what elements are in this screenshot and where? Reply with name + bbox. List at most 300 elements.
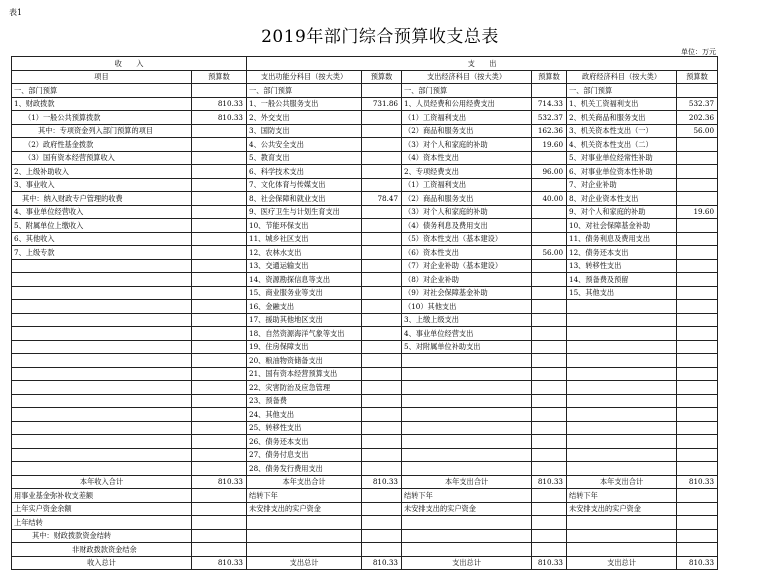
cell-economic-item: 1、人员经费和公用经费支出 xyxy=(402,97,532,111)
cell-income-item: 3、事业收入 xyxy=(12,178,192,192)
cell-gov-amount xyxy=(677,232,718,246)
cell-function-item: 5、教育支出 xyxy=(247,151,362,165)
table-row xyxy=(12,475,718,489)
cell-function-item: 6、科学技术支出 xyxy=(247,165,362,179)
cell-function-item: 8、社会保障和就业支出 xyxy=(247,192,362,206)
cell-economic-amount xyxy=(532,381,567,395)
cell-income-item: 7、上级专款 xyxy=(12,246,192,260)
cell-gov-amount xyxy=(677,327,718,341)
table-row xyxy=(12,124,718,138)
table-row xyxy=(12,165,718,179)
cell-economic-amount: 40.00 xyxy=(532,192,567,206)
cell-function-amount xyxy=(362,543,402,557)
cell-economic-amount xyxy=(532,232,567,246)
cell-gov-amount xyxy=(677,165,718,179)
cell-economic-item xyxy=(402,421,532,435)
table-row xyxy=(12,313,718,327)
cell-economic-amount xyxy=(532,84,567,98)
cell-function-amount xyxy=(362,489,402,503)
cell-income-item xyxy=(12,273,192,287)
cell-gov-item xyxy=(567,327,677,341)
cell-economic-amount xyxy=(532,219,567,233)
cell-gov-amount xyxy=(677,367,718,381)
cell-gov-item: 12、债务还本支出 xyxy=(567,246,677,260)
cell-income-item xyxy=(12,259,192,273)
group-header-row xyxy=(12,57,718,71)
cell-gov-amount xyxy=(677,502,718,516)
cell-income-item xyxy=(12,394,192,408)
cell-economic-amount xyxy=(532,394,567,408)
cell-function-item: 18、自然资源海洋气象等支出 xyxy=(247,327,362,341)
cell-gov-item xyxy=(567,448,677,462)
table-row xyxy=(12,516,718,530)
cell-income-item xyxy=(12,300,192,314)
cell-gov-item xyxy=(567,408,677,422)
cell-function-item: 27、债务付息支出 xyxy=(247,448,362,462)
cell-gov-item: 15、其他支出 xyxy=(567,286,677,300)
cell-income-amount xyxy=(192,165,247,179)
cell-economic-item: （4）债务利息及费用支出 xyxy=(402,219,532,233)
cell-gov-item: 4、机关资本性支出（二） xyxy=(567,138,677,152)
cell-income-amount xyxy=(192,543,247,557)
cell-income-item xyxy=(12,421,192,435)
cell-function-amount xyxy=(362,516,402,530)
cell-income-item: 其中：财政拨款资金结转 xyxy=(12,529,192,543)
cell-gov-amount: 532.37 xyxy=(677,97,718,111)
cell-function-amount xyxy=(362,462,402,476)
cell-function-item: 1、一般公共服务支出 xyxy=(247,97,362,111)
cell-income-amount xyxy=(192,151,247,165)
cell-economic-amount: 810.33 xyxy=(532,475,567,489)
cell-function-item: 26、债务还本支出 xyxy=(247,435,362,449)
cell-economic-item: （2）商品和服务支出 xyxy=(402,124,532,138)
cell-income-item: （1）一般公共预算拨款 xyxy=(12,111,192,125)
cell-income-item: 其中：纳入财政专户管理的收费 xyxy=(12,192,192,206)
cell-gov-item: 3、机关资本性支出（一） xyxy=(567,124,677,138)
cell-function-amount xyxy=(362,435,402,449)
cell-gov-item xyxy=(567,354,677,368)
cell-gov-item: 11、债务利息及费用支出 xyxy=(567,232,677,246)
cell-gov-amount xyxy=(677,340,718,354)
cell-gov-item xyxy=(567,313,677,327)
cell-function-amount xyxy=(362,84,402,98)
cell-economic-amount xyxy=(532,340,567,354)
cell-economic-item xyxy=(402,435,532,449)
cell-gov-item: 13、转移性支出 xyxy=(567,259,677,273)
table-row xyxy=(12,273,718,287)
cell-gov-item xyxy=(567,516,677,530)
table-row xyxy=(12,340,718,354)
cell-economic-item xyxy=(402,462,532,476)
cell-economic-item: （3）对个人和家庭的补助 xyxy=(402,138,532,152)
cell-economic-amount xyxy=(532,313,567,327)
cell-income-item xyxy=(12,448,192,462)
cell-economic-item: （1）工资福利支出 xyxy=(402,178,532,192)
cell-income-amount xyxy=(192,489,247,503)
cell-income-amount xyxy=(192,313,247,327)
cell-economic-item: 本年支出合计 xyxy=(402,475,532,489)
table-row xyxy=(12,529,718,543)
cell-function-amount xyxy=(362,381,402,395)
cell-income-amount xyxy=(192,192,247,206)
cell-economic-amount: 532.37 xyxy=(532,111,567,125)
cell-income-amount xyxy=(192,286,247,300)
cell-economic-item: （2）商品和服务支出 xyxy=(402,192,532,206)
cell-gov-item xyxy=(567,462,677,476)
cell-gov-amount xyxy=(677,178,718,192)
cell-gov-amount: 202.36 xyxy=(677,111,718,125)
cell-economic-item: （8）对企业补助 xyxy=(402,273,532,287)
cell-gov-item: 本年支出合计 xyxy=(567,475,677,489)
cell-function-amount xyxy=(362,178,402,192)
cell-income-item xyxy=(12,286,192,300)
budget-table xyxy=(11,56,718,570)
cell-income-item: 1、财政拨款 xyxy=(12,97,192,111)
col-header-economic-amount: 预算数 xyxy=(532,70,567,84)
cell-income-item: 上年结转 xyxy=(12,516,192,530)
cell-income-amount xyxy=(192,435,247,449)
cell-economic-item: （10）其他支出 xyxy=(402,300,532,314)
cell-income-item xyxy=(12,408,192,422)
cell-gov-item: 10、对社会保障基金补助 xyxy=(567,219,677,233)
cell-function-amount xyxy=(362,313,402,327)
cell-function-amount xyxy=(362,151,402,165)
cell-economic-item: 2、专项经费支出 xyxy=(402,165,532,179)
cell-income-item xyxy=(12,327,192,341)
table-row xyxy=(12,138,718,152)
cell-gov-amount: 56.00 xyxy=(677,124,718,138)
expense-group-header: 支 出 xyxy=(247,57,718,71)
cell-economic-item xyxy=(402,529,532,543)
table-row xyxy=(12,84,718,98)
cell-function-amount xyxy=(362,111,402,125)
table-row xyxy=(12,151,718,165)
table-row xyxy=(12,367,718,381)
cell-income-item xyxy=(12,462,192,476)
cell-economic-item: 未安排支出的实户资金 xyxy=(402,502,532,516)
cell-function-item: 15、商业服务业等支出 xyxy=(247,286,362,300)
cell-economic-item: （5）资本性支出（基本建设） xyxy=(402,232,532,246)
cell-gov-item: 未安排支出的实户资金 xyxy=(567,502,677,516)
cell-function-item: 19、住房保障支出 xyxy=(247,340,362,354)
cell-income-item xyxy=(12,354,192,368)
cell-gov-item: 1、机关工资福利支出 xyxy=(567,97,677,111)
cell-income-amount xyxy=(192,394,247,408)
cell-income-amount xyxy=(192,205,247,219)
table-row xyxy=(12,286,718,300)
cell-gov-item: 2、机关商品和服务支出 xyxy=(567,111,677,125)
cell-gov-item: 14、预备费及预留 xyxy=(567,273,677,287)
cell-income-amount xyxy=(192,273,247,287)
cell-economic-amount xyxy=(532,543,567,557)
cell-function-amount xyxy=(362,408,402,422)
table-row xyxy=(12,232,718,246)
cell-income-amount xyxy=(192,367,247,381)
cell-economic-item: （1）工资福利支出 xyxy=(402,111,532,125)
cell-function-item: 7、文化体育与传媒支出 xyxy=(247,178,362,192)
cell-gov-item: 7、对企业补助 xyxy=(567,178,677,192)
cell-gov-amount xyxy=(677,313,718,327)
cell-function-item: 12、农林水支出 xyxy=(247,246,362,260)
cell-function-item: 23、预备费 xyxy=(247,394,362,408)
cell-economic-amount xyxy=(532,462,567,476)
cell-gov-amount xyxy=(677,138,718,152)
cell-economic-item: 5、对附属单位补助支出 xyxy=(402,340,532,354)
cell-economic-amount xyxy=(532,327,567,341)
cell-income-amount: 810.33 xyxy=(192,556,247,570)
cell-gov-amount xyxy=(677,489,718,503)
cell-gov-item: 9、对个人和家庭的补助 xyxy=(567,205,677,219)
cell-gov-item xyxy=(567,367,677,381)
cell-income-amount xyxy=(192,300,247,314)
table-row xyxy=(12,543,718,557)
cell-income-amount: 810.33 xyxy=(192,111,247,125)
cell-function-amount xyxy=(362,529,402,543)
cell-economic-amount xyxy=(532,151,567,165)
table-row xyxy=(12,219,718,233)
cell-gov-item xyxy=(567,394,677,408)
cell-gov-amount xyxy=(677,408,718,422)
cell-economic-item xyxy=(402,543,532,557)
cell-income-item: 上年实户资金余额 xyxy=(12,502,192,516)
cell-function-amount xyxy=(362,165,402,179)
cell-function-amount xyxy=(362,205,402,219)
cell-gov-amount xyxy=(677,543,718,557)
col-header-gov-item: 政府经济科目（按大类） xyxy=(567,70,677,84)
cell-income-item: 收入总计 xyxy=(12,556,192,570)
cell-gov-amount xyxy=(677,286,718,300)
cell-income-item: 非财政拨款资金结余 xyxy=(12,543,192,557)
cell-economic-item: （6）资本性支出 xyxy=(402,246,532,260)
cell-income-item: （3）国有资本经营预算收入 xyxy=(12,151,192,165)
cell-economic-item xyxy=(402,448,532,462)
cell-function-amount xyxy=(362,138,402,152)
cell-economic-amount: 162.36 xyxy=(532,124,567,138)
cell-function-item: 4、公共安全支出 xyxy=(247,138,362,152)
cell-income-amount xyxy=(192,516,247,530)
cell-function-amount xyxy=(362,448,402,462)
cell-income-amount xyxy=(192,462,247,476)
cell-gov-item: 8、对企业资本性支出 xyxy=(567,192,677,206)
cell-income-item xyxy=(12,435,192,449)
cell-economic-amount xyxy=(532,354,567,368)
cell-gov-item: 结转下年 xyxy=(567,489,677,503)
page-title: 2019年部门综合预算收支总表 xyxy=(261,27,499,47)
cell-income-item: 6、其他收入 xyxy=(12,232,192,246)
cell-income-item: 2、上级补助收入 xyxy=(12,165,192,179)
cell-function-item: 2、外交支出 xyxy=(247,111,362,125)
cell-economic-amount xyxy=(532,448,567,462)
table-row xyxy=(12,435,718,449)
cell-function-amount xyxy=(362,246,402,260)
cell-economic-amount xyxy=(532,300,567,314)
cell-function-amount xyxy=(362,327,402,341)
table-row xyxy=(12,246,718,260)
cell-function-item: 17、援助其他地区支出 xyxy=(247,313,362,327)
cell-income-amount xyxy=(192,124,247,138)
cell-function-amount xyxy=(362,502,402,516)
cell-function-amount: 78.47 xyxy=(362,192,402,206)
table-row xyxy=(12,192,718,206)
cell-gov-item xyxy=(567,381,677,395)
cell-function-item: 本年支出合计 xyxy=(247,475,362,489)
table-row xyxy=(12,327,718,341)
cell-function-amount xyxy=(362,286,402,300)
cell-income-amount xyxy=(192,502,247,516)
cell-economic-amount xyxy=(532,273,567,287)
cell-income-amount xyxy=(192,448,247,462)
cell-function-amount xyxy=(362,340,402,354)
cell-function-amount xyxy=(362,421,402,435)
cell-function-amount xyxy=(362,354,402,368)
cell-gov-item xyxy=(567,421,677,435)
table-row xyxy=(12,354,718,368)
cell-function-amount: 731.86 xyxy=(362,97,402,111)
table-row xyxy=(12,97,718,111)
cell-economic-amount xyxy=(532,489,567,503)
cell-function-item: 25、转移性支出 xyxy=(247,421,362,435)
cell-economic-amount xyxy=(532,286,567,300)
table-row xyxy=(12,381,718,395)
cell-income-amount xyxy=(192,259,247,273)
cell-function-item: 9、医疗卫生与计划生育支出 xyxy=(247,205,362,219)
cell-function-item: 16、金融支出 xyxy=(247,300,362,314)
cell-function-amount xyxy=(362,273,402,287)
cell-economic-amount xyxy=(532,178,567,192)
cell-gov-item: 一、部门预算 xyxy=(567,84,677,98)
cell-income-item xyxy=(12,367,192,381)
cell-income-amount xyxy=(192,232,247,246)
cell-economic-amount xyxy=(532,435,567,449)
cell-income-amount xyxy=(192,529,247,543)
table-row xyxy=(12,111,718,125)
cell-function-item: 24、其他支出 xyxy=(247,408,362,422)
cell-function-amount xyxy=(362,124,402,138)
cell-economic-item: （4）资本性支出 xyxy=(402,151,532,165)
cell-gov-amount xyxy=(677,300,718,314)
cell-gov-amount xyxy=(677,421,718,435)
cell-income-item xyxy=(12,313,192,327)
cell-gov-item: 6、对事业单位资本性补助 xyxy=(567,165,677,179)
table-row xyxy=(12,408,718,422)
cell-function-item: 14、资源勘探信息等支出 xyxy=(247,273,362,287)
cell-function-amount xyxy=(362,394,402,408)
cell-economic-amount xyxy=(532,516,567,530)
table-row xyxy=(12,462,718,476)
cell-income-amount xyxy=(192,408,247,422)
cell-gov-amount xyxy=(677,219,718,233)
cell-function-item: 22、灾害防治及应急管理 xyxy=(247,381,362,395)
cell-income-amount xyxy=(192,327,247,341)
cell-function-item: 28、债务发行费用支出 xyxy=(247,462,362,476)
sheet-label: 表1 xyxy=(9,8,23,17)
cell-gov-item xyxy=(567,300,677,314)
cell-economic-amount xyxy=(532,529,567,543)
cell-function-amount xyxy=(362,219,402,233)
cell-function-amount xyxy=(362,367,402,381)
cell-gov-amount xyxy=(677,151,718,165)
cell-gov-amount xyxy=(677,516,718,530)
cell-economic-amount: 810.33 xyxy=(532,556,567,570)
cell-economic-item: （3）对个人和家庭的补助 xyxy=(402,205,532,219)
cell-economic-item: 3、上缴上级支出 xyxy=(402,313,532,327)
cell-function-item: 结转下年 xyxy=(247,489,362,503)
cell-economic-amount xyxy=(532,421,567,435)
cell-economic-item xyxy=(402,394,532,408)
cell-economic-item: 结转下年 xyxy=(402,489,532,503)
cell-economic-amount xyxy=(532,367,567,381)
cell-economic-item: 4、事业单位经营支出 xyxy=(402,327,532,341)
cell-function-item: 一、部门预算 xyxy=(247,84,362,98)
cell-function-item: 21、国有资本经营预算支出 xyxy=(247,367,362,381)
cell-gov-amount xyxy=(677,84,718,98)
cell-economic-amount: 56.00 xyxy=(532,246,567,260)
cell-income-item xyxy=(12,340,192,354)
table-row xyxy=(12,556,718,570)
cell-gov-item xyxy=(567,435,677,449)
cell-income-amount xyxy=(192,340,247,354)
cell-economic-item xyxy=(402,516,532,530)
cell-gov-amount xyxy=(677,354,718,368)
cell-economic-item: （7）对企业补助（基本建设） xyxy=(402,259,532,273)
table-row xyxy=(12,502,718,516)
cell-function-item xyxy=(247,516,362,530)
table-row xyxy=(12,489,718,503)
column-header-row xyxy=(12,70,718,84)
cell-function-amount xyxy=(362,300,402,314)
cell-function-item: 13、交通运输支出 xyxy=(247,259,362,273)
income-group-header: 收 入 xyxy=(12,57,247,71)
table-row xyxy=(12,178,718,192)
cell-gov-amount xyxy=(677,192,718,206)
cell-economic-item xyxy=(402,381,532,395)
cell-function-item: 11、城乡社区支出 xyxy=(247,232,362,246)
cell-gov-amount xyxy=(677,381,718,395)
cell-income-item: 其中：专项资金列入部门预算的项目 xyxy=(12,124,192,138)
cell-economic-item xyxy=(402,367,532,381)
cell-gov-amount: 810.33 xyxy=(677,556,718,570)
cell-function-amount xyxy=(362,259,402,273)
cell-function-item xyxy=(247,543,362,557)
cell-income-amount xyxy=(192,421,247,435)
cell-economic-amount: 19.60 xyxy=(532,138,567,152)
cell-income-amount xyxy=(192,84,247,98)
table-row xyxy=(12,300,718,314)
cell-income-item: 本年收入合计 xyxy=(12,475,192,489)
cell-income-amount: 810.33 xyxy=(192,475,247,489)
cell-income-item: 用事业基金弥补收支差额 xyxy=(12,489,192,503)
cell-economic-item xyxy=(402,354,532,368)
cell-gov-amount xyxy=(677,394,718,408)
col-header-economic-item: 支出经济科目（按大类） xyxy=(402,70,532,84)
cell-economic-amount: 96.00 xyxy=(532,165,567,179)
cell-income-amount: 810.33 xyxy=(192,97,247,111)
cell-gov-amount xyxy=(677,529,718,543)
cell-economic-amount xyxy=(532,502,567,516)
cell-economic-item: 支出总计 xyxy=(402,556,532,570)
col-header-gov-amount: 预算数 xyxy=(677,70,718,84)
cell-gov-item: 支出总计 xyxy=(567,556,677,570)
cell-income-amount xyxy=(192,246,247,260)
cell-function-amount: 810.33 xyxy=(362,475,402,489)
cell-gov-item xyxy=(567,543,677,557)
table-row xyxy=(12,259,718,273)
cell-function-item: 10、节能环保支出 xyxy=(247,219,362,233)
cell-function-amount xyxy=(362,232,402,246)
cell-economic-amount: 714.33 xyxy=(532,97,567,111)
cell-income-item: 一、部门预算 xyxy=(12,84,192,98)
cell-gov-amount xyxy=(677,448,718,462)
